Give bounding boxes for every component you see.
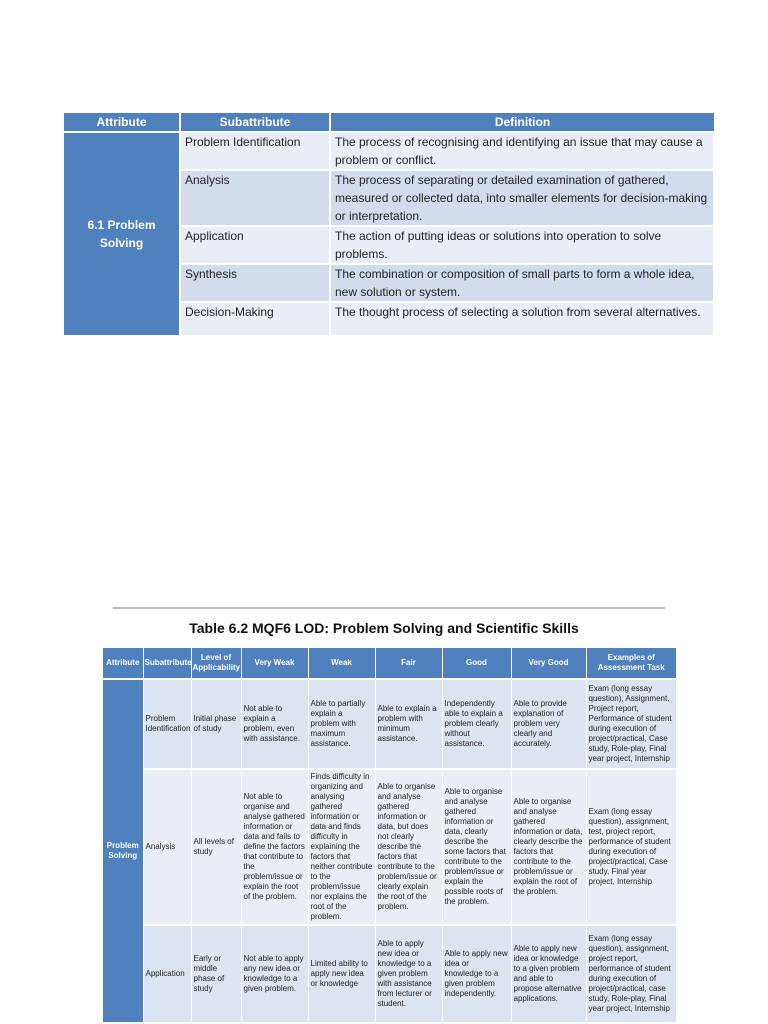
section-divider: [113, 607, 665, 609]
table2-weak-cell: Finds difficulty in organizing and analysing gathered information or data and finds difficulty in explaining the factors that neither contribute to the problem/issue nor explains the root of the problem.: [308, 769, 375, 925]
table1-subattribute-cell: Analysis: [180, 170, 330, 226]
table1-subattribute-cell: Problem Identification: [180, 132, 330, 170]
table2-examples-cell: Exam (long essay question), Assignment, Project report, Performance of student during execution of project/practical, Case study, Role-play, Final year project, Internship: [586, 679, 676, 769]
table2-very-good-cell: Able to apply new idea or knowledge to a given problem and able to propose alternative applications.: [511, 925, 586, 1022]
table2-weak-cell: Able to partially explain a problem with maximum assistance.: [308, 679, 375, 769]
table1-subattribute-cell: Synthesis: [180, 264, 330, 302]
level-of-descriptor-table: [103, 648, 677, 1022]
table2-header-weak: Weak: [308, 648, 375, 679]
table1-definition-cell: The action of putting ideas or solutions into operation to solve problems.: [330, 226, 714, 264]
table2-header-level: Level of Applicability: [191, 648, 241, 679]
table2-level-cell: Initial phase of study: [191, 679, 241, 769]
table2-subattribute-cell: Analysis: [143, 769, 191, 925]
table2-very-weak-cell: Not able to apply any new idea or knowledge to a given problem.: [241, 925, 308, 1022]
table1-attribute-cell: 6.1 Problem Solving: [64, 132, 180, 335]
table2-header-very-weak: Very Weak: [241, 648, 308, 679]
table2-good-cell: Independently able to explain a problem clearly without assistance.: [442, 679, 511, 769]
table1-header-attribute: Attribute: [64, 113, 180, 132]
table2-fair-cell: Able to organise and analyse gathered information or data, but does not clearly describe the factors that contribute to the problem/issue or clearly explain the root of the problem.: [375, 769, 442, 925]
table2-subattribute-cell: Application: [143, 925, 191, 1022]
table1-definition-cell: The thought process of selecting a solution from several alternatives.: [330, 302, 714, 335]
table2-examples-cell: Exam (long essay question), assignment, project report, performance of student during execution of project/practical, case study, Role-play, Final year project, Internship: [586, 925, 676, 1022]
table2-header-subattribute: Subattribute: [143, 648, 191, 679]
table2-header-fair: Fair: [375, 648, 442, 679]
table1-row: [64, 132, 714, 170]
table1-definition-cell: The process of recognising and identifying an issue that may cause a problem or conflict.: [330, 132, 714, 170]
table2-good-cell: Able to apply new idea or knowledge to a given problem independently.: [442, 925, 511, 1022]
table-caption: Table 6.2 MQF6 LOD: Problem Solving and Scientific Skills: [189, 620, 579, 636]
table2-row: [103, 769, 676, 925]
table2-fair-cell: Able to apply new idea or knowledge to a given problem with assistance from lecturer or student.: [375, 925, 442, 1022]
table1-header-row: [64, 113, 714, 132]
table2-row: [103, 925, 676, 1022]
table2-row: [103, 679, 676, 769]
table2-very-weak-cell: Not able to explain a problem, even with assistance.: [241, 679, 308, 769]
table1-header-definition: Definition: [330, 113, 714, 132]
table2-header-good: Good: [442, 648, 511, 679]
table2-level-cell: Early or middle phase of study: [191, 925, 241, 1022]
table1-subattribute-cell: Application: [180, 226, 330, 264]
table2-examples-cell: Exam (long essay question), assignment, test, project report, performance of student during execution of project/practical, Case study, Final year project, Internship: [586, 769, 676, 925]
table2-very-good-cell: Able to provide explanation of problem very clearly and accurately.: [511, 679, 586, 769]
attribute-definition-table: [64, 113, 715, 335]
table2-very-good-cell: Able to organise and analyse gathered information or data, clearly describe the factors that contribute to the problem/issue or explain the root of the problem.: [511, 769, 586, 925]
table2-header-row: [103, 648, 676, 679]
table2-attribute-cell: Problem Solving: [103, 679, 143, 1022]
table2-subattribute-cell: Problem Identification: [143, 679, 191, 769]
table2-level-cell: All levels of study: [191, 769, 241, 925]
table1-header-subattribute: Subattribute: [180, 113, 330, 132]
table2-good-cell: Able to organise and analyse gathered information or data, clearly describe the some factors that contribute to the problem/issue or explain the possible roots of the problem.: [442, 769, 511, 925]
table2-fair-cell: Able to explain a problem with minimum assistance.: [375, 679, 442, 769]
table1-definition-cell: The process of separating or detailed examination of gathered, measured or collected data, into smaller elements for decision-making or interpretation.: [330, 170, 714, 226]
table2-header-examples: Examples of Assessment Task: [586, 648, 676, 679]
table2-header-attribute: Attribute: [103, 648, 143, 679]
table1-definition-cell: The combination or composition of small parts to form a whole idea, new solution or system.: [330, 264, 714, 302]
table2-header-very-good: Very Good: [511, 648, 586, 679]
table2-weak-cell: Limited ability to apply new idea or knowledge: [308, 925, 375, 1022]
table1-subattribute-cell: Decision-Making: [180, 302, 330, 335]
table2-very-weak-cell: Not able to organise and analyse gathered information or data and fails to define the factors that contribute to the problem/issue or explain the root of the problem.: [241, 769, 308, 925]
